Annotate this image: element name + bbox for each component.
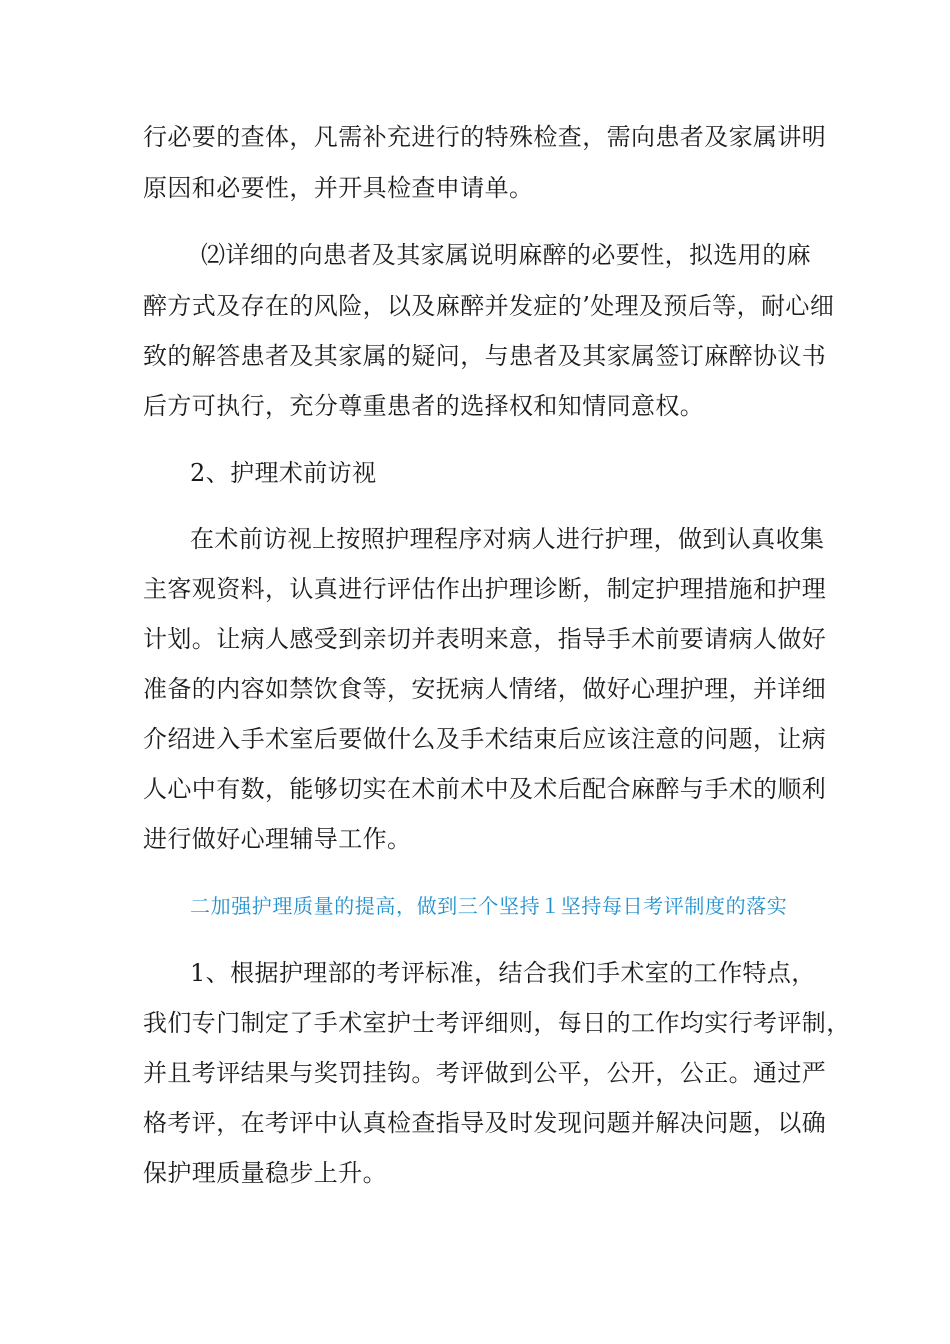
paragraph-line: 1、根据护理部的考评标准，结合我们手术室的工作特点，	[190, 959, 816, 987]
paragraph-line: 原因和必要性，并开具检查申请单。	[143, 174, 534, 202]
paragraph-line: 主客观资料，认真进行评估作出护理诊断，制定护理措施和护理	[143, 575, 827, 603]
paragraph-line: 醉方式及存在的风险，以及麻醉并发症的’处理及预后等，耐心细	[143, 292, 835, 320]
paragraph-line: 介绍进入手术室后要做什么及手术结束后应该注意的问题，让病	[143, 725, 827, 753]
paragraph-line: 准备的内容如禁饮食等，安抚病人情绪，做好心理护理，并详细	[143, 675, 827, 703]
paragraph-line: 人心中有数，能够切实在术前术中及术后配合麻醉与手术的顺利	[143, 775, 827, 803]
paragraph-line: 致的解答患者及其家属的疑问，与患者及其家属签订麻醉协议书	[143, 342, 827, 370]
paragraph-line: ⑵详细的向患者及其家属说明麻醉的必要性，拟选用的麻	[201, 241, 811, 269]
paragraph-line: 格考评，在考评中认真检查指导及时发现问题并解决问题，以确	[143, 1109, 827, 1137]
paragraph-line: 并且考评结果与奖罚挂钩。考评做到公平，公开，公正。通过严	[143, 1059, 827, 1087]
paragraph-line: 计划。让病人感受到亲切并表明来意，指导手术前要请病人做好	[143, 625, 827, 653]
section-subheading: 2、护理术前访视	[190, 459, 377, 487]
paragraph-line: 在术前访视上按照护理程序对病人进行护理，做到认真收集	[190, 525, 825, 553]
section-heading: 二加强护理质量的提高，做到三个坚持１坚持每日考评制度的落实	[190, 894, 788, 918]
paragraph-line: 行必要的查体，凡需补充进行的特殊检查，需向患者及家属讲明	[143, 123, 827, 151]
paragraph-line: 进行做好心理辅导工作。	[143, 825, 412, 853]
paragraph-line: 后方可执行，充分尊重患者的选择权和知情同意权。	[143, 392, 705, 420]
paragraph-line: 保护理质量稳步上升。	[143, 1159, 387, 1187]
paragraph-line: 我们专门制定了手术室护士考评细则，每日的工作均实行考评制，	[143, 1009, 851, 1037]
